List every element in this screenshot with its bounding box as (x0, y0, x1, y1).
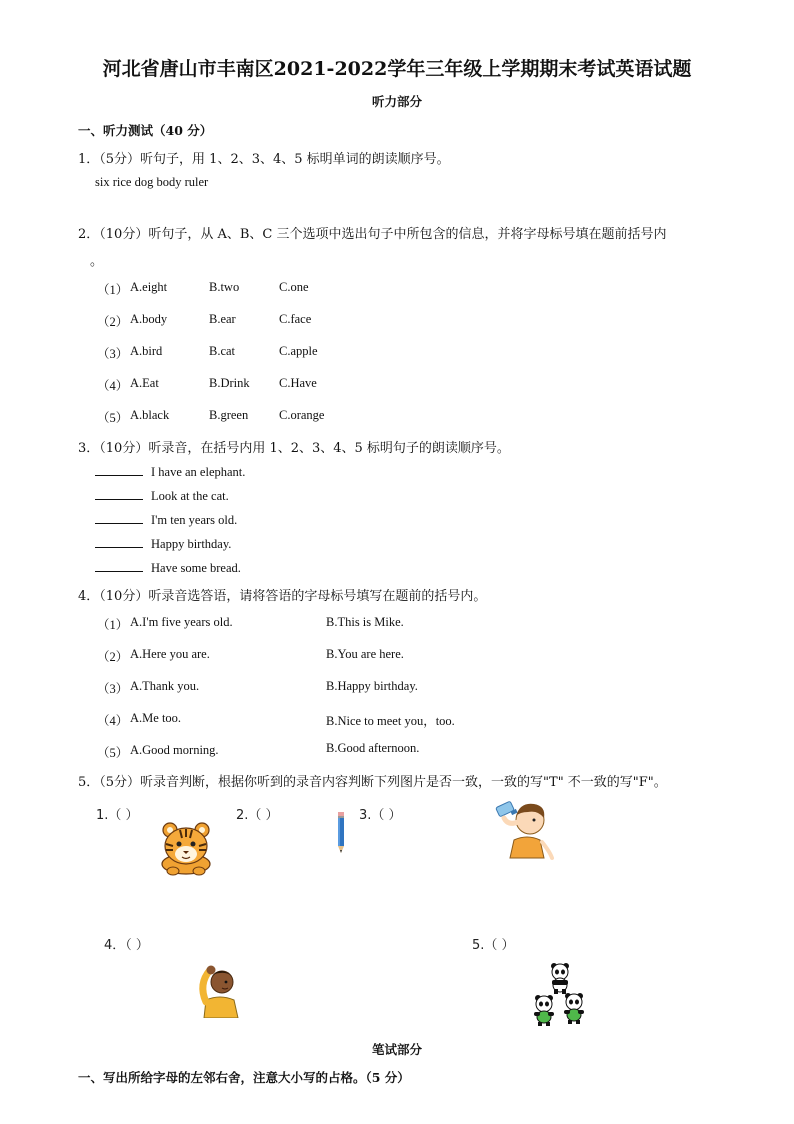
question-4-text: 4．（10分）听录音选答语，请将答语的字母标号填写在题前的括号内。 (78, 589, 487, 604)
q2-item-5-a: A.black (130, 408, 170, 422)
q4-item-2-num: （2） (97, 650, 129, 664)
q3-sentence-text: Look at the cat. (151, 489, 229, 503)
q4-item-3-a: A.Thank you. (130, 679, 200, 693)
question-2-tail: 。 (90, 254, 104, 269)
q2-item-3-num: （3） (97, 347, 129, 361)
pencil-icon (335, 812, 347, 854)
q3-sentence-text: Have some bread. (151, 561, 241, 575)
q4-item-5-a: A.Good morning. (130, 743, 219, 757)
q4-item-1-a: A.I'm five years old. (130, 615, 233, 629)
q2-item-2-b: B.ear (209, 312, 236, 326)
q4-item-3-num: （3） (97, 682, 129, 696)
q4-item-4-b: B.Nice to meet you，too. (326, 714, 455, 728)
q2-item-3-b: B.cat (209, 344, 236, 358)
q5-label-3: 3.（ ） (359, 808, 402, 823)
page-title: 河北省唐山市丰南区2021-2022学年三年级上学期期末考试英语试题 (102, 58, 692, 80)
q3-sentence-text: Happy birthday. (151, 537, 232, 551)
q3-sentence-2 (95, 488, 229, 504)
q4-item-4-a: A.Me too. (130, 711, 182, 725)
listening-part-heading: 听力部分 (371, 94, 422, 109)
q2-item-2-num: （2） (97, 315, 129, 329)
section-1-heading: 一、听力测试（40 分） (78, 123, 213, 138)
answer-blank[interactable] (95, 560, 143, 572)
written-part-heading: 笔试部分 (371, 1042, 422, 1057)
q2-item-3-c: C.apple (279, 344, 318, 358)
q3-sentence-5 (95, 560, 241, 576)
q4-item-5-num: （5） (97, 746, 129, 760)
q2-item-1-b: B.two (209, 280, 240, 294)
q4-item-2-b: B.You are here. (326, 647, 404, 661)
q3-sentence-4 (95, 536, 231, 552)
question-5-text: 5．（5分）听录音判断，根据你听到的录音内容判断下列图片是否一致，一致的写"T" 不一致的写"F"。 (78, 775, 667, 790)
q5-label-1: 1.（ ） (96, 808, 139, 823)
q4-item-1-b: B.This is Mike. (326, 615, 404, 629)
answer-blank[interactable] (95, 488, 143, 500)
question-3-text: 3．（10分）听录音，在括号内用 1、2、3、4、5 标明句子的朗读顺序号。 (78, 441, 510, 456)
q4-item-5-b: B.Good afternoon. (326, 741, 420, 755)
question-1-words: six rice dog body ruler (95, 175, 209, 189)
q2-item-2-a: A.body (130, 312, 168, 326)
q3-sentence-3 (95, 512, 237, 528)
q2-item-5-c: C.orange (279, 408, 325, 422)
q3-sentence-1 (95, 464, 245, 480)
q2-item-4-num: （4） (97, 379, 129, 393)
answer-blank[interactable] (95, 536, 143, 548)
q2-item-5-b: B.green (209, 408, 249, 422)
q2-item-5-num: （5） (97, 411, 129, 425)
q3-sentence-text: I'm ten years old. (151, 513, 238, 527)
answer-blank[interactable] (95, 512, 143, 524)
q4-item-2-a: A.Here you are. (130, 647, 210, 661)
q3-sentence-text: I have an elephant. (151, 465, 246, 479)
q4-item-4-num: （4） (97, 714, 129, 728)
drinking-boy-icon (494, 796, 560, 862)
q2-item-2-c: C.face (279, 312, 312, 326)
question-1-text: 1．（5分）听句子，用 1、2、3、4、5 标明单词的朗读顺序号。 (78, 152, 450, 167)
q2-item-1-num: （1） (97, 283, 129, 297)
q4-item-1-num: （1） (97, 618, 129, 632)
question-2-text: 2．（10分）听句子，从 A、B、C 三个选项中选出句子中所包含的信息，并将字母标号填在题前括号内 (78, 227, 667, 242)
section-2-heading: 一、写出所给字母的左邻右舍，注意大小写的占格。（5 分） (78, 1070, 410, 1085)
answer-blank[interactable] (95, 464, 143, 476)
q5-label-5: 5.（ ） (472, 938, 515, 953)
q4-item-3-b: B.Happy birthday. (326, 679, 418, 693)
q5-label-4: 4．（ ） (104, 938, 149, 953)
q2-item-4-b: B.Drink (209, 376, 250, 390)
q2-item-1-c: C.one (279, 280, 309, 294)
q2-item-1-a: A.eight (130, 280, 168, 294)
q5-label-2: 2.（ ） (236, 808, 279, 823)
q2-item-3-a: A.bird (130, 344, 163, 358)
q2-item-4-c: C.Have (279, 376, 317, 390)
pandas-icon (528, 962, 590, 1028)
waving-boy-icon (192, 962, 248, 1018)
q2-item-4-a: A.Eat (130, 376, 159, 390)
tiger-icon (158, 818, 214, 876)
